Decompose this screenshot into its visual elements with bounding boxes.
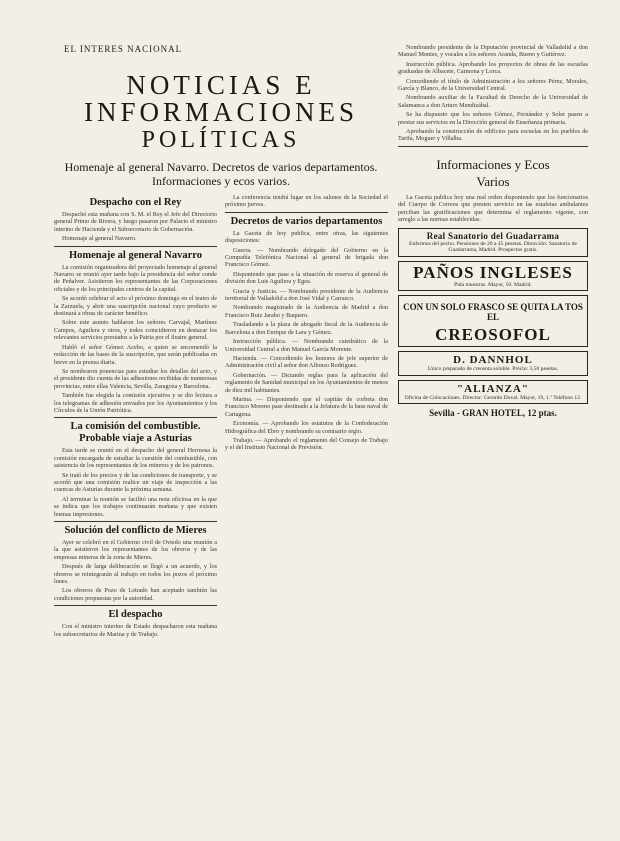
col1-paragraph: También fue elegida la comisión ejecutiva y se dio lectura a los telegramas de adhesión enviados por los Ayuntamientos y los Círculos de la Unión Patriótica. bbox=[54, 392, 217, 414]
col2-paragraph: Guerra. — Nombrando delegado del Gobierno en la Compañía Telefónica Nacional al general de brigada don Francisco Gómez. bbox=[225, 246, 388, 269]
col1-heading: Homenaje al general Navarro bbox=[68, 249, 203, 261]
col2-paragraph: Trasladando a la plaza de abogado fiscal de la Audiencia de Barcelona a don Enrique de Lara y Gómez. bbox=[225, 321, 388, 336]
divider bbox=[54, 521, 217, 522]
ad-panos bbox=[398, 261, 588, 292]
section-label: EL INTERES NACIONAL bbox=[64, 44, 183, 54]
left-column bbox=[54, 44, 388, 640]
article-column-1 bbox=[54, 194, 217, 640]
ad-dannhol-text: Unico preparado de creosota soluble. Precio: 3,50 pesetas. bbox=[427, 366, 559, 373]
ad-sanatorio-title: Real Sanatorio del Guadarrama bbox=[426, 230, 560, 241]
article-columns bbox=[54, 194, 388, 640]
ad-dannhol-title: D. DANNHOL bbox=[453, 354, 533, 367]
col1-heading: La comisión del combustible. Probable viaje a Asturias bbox=[70, 421, 201, 445]
right-paragraph: Nombrando auxiliar de la Facultad de Derecho de la Universidad de Salamanca a don Arturo Mendizábal. bbox=[398, 94, 588, 109]
right-paragraph: Se ha dispuesto que los señores Gómez, Fernández y Soler pasen a prestar sus servicios en la Dirección general de Enseñanza primaria. bbox=[398, 111, 588, 126]
col1-paragraph: Los obreros de Pozo de Letrado han aceptado también las condiciones propuestas por la autoridad. bbox=[54, 587, 217, 602]
ad-creosofol-title: CREOSOFOL bbox=[435, 325, 551, 345]
col1-paragraph: Después de larga deliberación se llegó a un acuerdo, y los obreros se reintegrarán al trabajo en todos los pozos el próximo lunes. bbox=[54, 563, 217, 586]
col2-paragraph: Nombrando magistrado de la Audiencia de Madrid a don Francisco Ruiz Jarabo y Baquero. bbox=[225, 304, 388, 319]
ad-creosofol-line: CON UN SOLO FRASCO SE QUITA LA TOS EL bbox=[403, 302, 583, 323]
col2-paragraph: La conferencia tendrá lugar en los salones de la Sociedad el próximo jueves. bbox=[225, 194, 388, 209]
informaciones-subtitle: Varios bbox=[476, 173, 510, 189]
page-title-line2: POLÍTICAS bbox=[141, 127, 301, 153]
col1-paragraph: Esta tarde se reunió en el despacho del general Hermosa la comisión encargada de estudiar la cuestión del combustible, con asistencia de los representantes de los mineros y de los patronos. bbox=[54, 447, 217, 470]
divider bbox=[54, 246, 217, 247]
col1-paragraph: Al terminar la reunión se facilitó una nota oficiosa en la que se indica que los trabajos continuarán mañana y que existen buenas impresiones. bbox=[54, 495, 217, 518]
col1-paragraph: Homenaje al general Navarro. bbox=[62, 235, 137, 243]
col2-paragraph: Disponiendo que pase a la situación de reserva el general de división don Luis Aguilera y Egea. bbox=[225, 270, 388, 286]
col1-paragraph: Despachó esta mañana con S. M. el Rey el Jefe del Directorio general Primo de Rivera, y luego pasaron por Palacio el ministro interino de Hacienda y el Subsecretario de Gobernación. bbox=[54, 211, 217, 233]
col1-paragraph: Habló el señor Gómez Acebo, a quien se encomendó la redacción de las bases de la suscripción, que serán publicadas en breve en la prensa diaria. bbox=[54, 343, 217, 366]
ad-panos-text: Pida muestras. Mayor, 50. Madrid. bbox=[454, 281, 532, 288]
right-column bbox=[398, 44, 588, 422]
ad-sevilla-hotel: Sevilla - GRAN HOTEL, 12 ptas. bbox=[429, 408, 557, 419]
col1-paragraph: Ayer se celebró en el Gobierno civil de Oviedo una reunión a la que asistieron los representantes de los obreros y de las empresas mineras de la zona de Mieres. bbox=[54, 539, 217, 561]
divider bbox=[225, 212, 388, 213]
col1-paragraph: Sobre este asunto hablaron los señores Carvajal, Martínez Campos, Aguilera y otros, y todos coincidieron en destacar los relevantes servicios prestados a la Patria por el ilustre general. bbox=[54, 319, 217, 342]
col2-paragraph: Gobernación. — Dictando reglas para la aplicación del reglamento de Sanidad municipal en los Ayuntamientos de menos de diez mil habitantes. bbox=[225, 371, 388, 394]
page-title: NOTICIAS E INFORMACIONES bbox=[83, 70, 359, 127]
col2-paragraph: Trabajo. — Aprobando el reglamento del Consejo de Trabajo y el del Instituto Nacional de Previsión. bbox=[225, 436, 388, 452]
col1-heading: Despacho con el Rey bbox=[89, 197, 182, 208]
col1-paragraph: Se trató de los precios y de las condiciones de transporte, y se acordó que una comisión realice un viaje de inspección a las cuencas de Asturias durante la próxima semana. bbox=[54, 471, 217, 494]
col1-heading: Solución del conflicto de Mieres bbox=[64, 525, 207, 536]
col2-paragraph: Hacienda. — Concediendo los honores de jefe superior de Administración civil al señor don Alfonso Rodríguez. bbox=[225, 354, 388, 370]
col2-paragraph: Marina. — Disponiendo que el capitán de corbeta don Francisco Moreno pase destinado a la Jefatura de la base naval de Cartagena. bbox=[225, 395, 388, 418]
col2-heading: Decretos de varios departamentos bbox=[230, 215, 383, 227]
ad-alianza bbox=[398, 380, 588, 405]
deck-subtitle: Homenaje al general Navarro. Decretos de varios departamentos. Informaciones y ecos varios. bbox=[64, 160, 378, 188]
col1-paragraph: Se nombraron ponencias para estudiar los detalles del acto, y el presidente dio cuenta de las adhesiones recibidas de numerosas provincias, entre ellas Valencia, Sevilla, Zaragoza y Barcelona. bbox=[54, 367, 217, 390]
ad-creosofol bbox=[398, 295, 588, 347]
divider bbox=[398, 146, 588, 147]
col2-paragraph: Economía. — Aprobando los estatutos de la Confederación Hidrográfica del Ebro y nombrando su comisario regio. bbox=[225, 420, 388, 435]
divider bbox=[54, 417, 217, 418]
col1-heading: El despacho bbox=[108, 609, 163, 621]
ad-sanatorio bbox=[398, 228, 588, 257]
col2-paragraph: Gracia y Justicia. — Nombrando presidente de la Audiencia territorial de Valladolid a don José Vidal y Carrasco. bbox=[225, 287, 388, 303]
right-column-text bbox=[398, 44, 588, 143]
col1-paragraph: Con el ministro interino de Estado despacharon esta mañana los subsecretarios de Marina y de Trabajo. bbox=[54, 623, 217, 638]
ad-alianza-text: Oficina de Colocaciones. Director: Gerardo Duval. Mayor, 19, 1.º Teléfono 12. bbox=[404, 394, 582, 401]
ad-sanatorio-text: Enfermos del pecho. Pensiones de 20 a 45 pesetas. Dirección: Sanatorio de Guadarrama, Madrid. Prospectos gratis. bbox=[409, 240, 577, 254]
informaciones-title: Informaciones y Ecos bbox=[436, 156, 550, 172]
right-paragraph: Concediendo el título de Administración a los señores Pérez, Morales, García y Blanco, de la Universidad Central. bbox=[398, 77, 588, 93]
col2-paragraph: La Gaceta de hoy publica, entre otras, las siguientes disposiciones: bbox=[225, 229, 388, 245]
ad-dannhol bbox=[398, 351, 588, 376]
right-paragraph: Instrucción pública. Aprobando los proyectos de obras de las escuelas graduadas de Albacete, Carmona y Lorca. bbox=[398, 60, 588, 76]
col2-paragraph: Instrucción pública. — Nombrando catedrático de la Universidad Central a don Manuel García Morente. bbox=[225, 338, 388, 353]
informaciones-text bbox=[398, 194, 588, 224]
ad-alianza-title: "ALIANZA" bbox=[457, 382, 529, 395]
ad-panos-title: PAÑOS INGLESES bbox=[413, 262, 573, 282]
article-column-2 bbox=[225, 194, 388, 640]
divider bbox=[54, 605, 217, 606]
col1-paragraph: La comisión organizadora del proyectado homenaje al general Navarro se reunió ayer tarde bajo la presidencia del señor conde de Peñalver. Asistieron los representantes de las Corporaciones oficiales y de los principales centros de la capital. bbox=[54, 263, 217, 293]
right-paragraph: Aprobando la construcción de edificios para escuelas en los pueblos de Tarifa, Moguer y Villalba. bbox=[398, 128, 588, 143]
right-paragraph: Nombrando presidente de la Diputación provincial de Valladolid a don Manuel Montes, y vocales a los señores Aranda, Bueno y Gutiérrez. bbox=[398, 44, 588, 59]
informaciones-paragraph: La Gaceta publica hoy una real orden disponiendo que los funcionarios del Cuerpo de Correos que presten servicio en las estafetas ambulantes perciban las gratificaciones que determina el reglamento vigente, con arreglo a las normas establecidas. bbox=[398, 193, 588, 224]
col1-paragraph: Se acordó celebrar el acto el próximo domingo en el teatro de la Zarzuela, y abrir una suscripción nacional cuyo producto se destinará a obras de carácter benéfico. bbox=[54, 295, 217, 318]
